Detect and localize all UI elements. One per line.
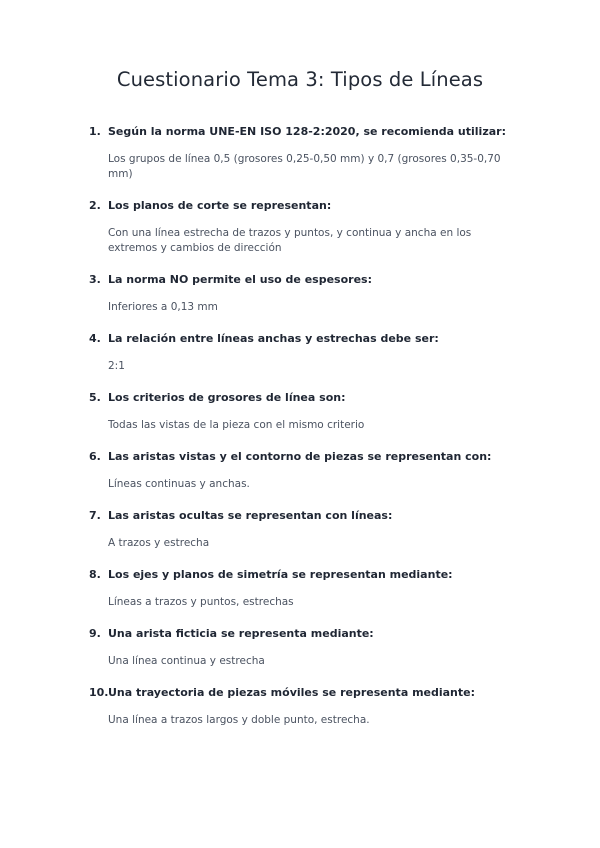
question-item-9 bbox=[0, 626, 600, 669]
question-item-3 bbox=[0, 272, 600, 315]
question-item-10 bbox=[0, 685, 600, 728]
answer-text: Una línea a trazos largos y doble punto, estrecha. bbox=[108, 714, 370, 726]
answer-text: Los grupos de línea 0,5 (grosores 0,25-0,50 mm) y 0,7 (grosores 0,35-0,70 mm) bbox=[108, 153, 501, 180]
question-item-8 bbox=[0, 567, 600, 610]
question-text: Los ejes y planos de simetría se representan mediante: bbox=[108, 568, 453, 581]
answer-text: Todas las vistas de la pieza con el mismo criterio bbox=[108, 419, 365, 431]
question-text: Las aristas vistas y el contorno de piezas se representan con: bbox=[108, 450, 492, 463]
question-text: Una trayectoria de piezas móviles se representa mediante: bbox=[108, 686, 476, 699]
question-number: 4. bbox=[89, 332, 101, 345]
question-text: Según la norma UNE-EN ISO 128-2:2020, se recomienda utilizar: bbox=[108, 125, 506, 138]
question-number: 10. bbox=[89, 686, 109, 699]
question-item-4 bbox=[0, 331, 600, 374]
answer-text: 2:1 bbox=[108, 360, 125, 372]
answer-text: Líneas a trazos y puntos, estrechas bbox=[108, 596, 294, 608]
question-text: La relación entre líneas anchas y estrechas debe ser: bbox=[108, 332, 439, 345]
question-list bbox=[0, 124, 600, 744]
question-item-2 bbox=[0, 198, 600, 256]
question-number: 2. bbox=[89, 199, 101, 212]
answer-text: Inferiores a 0,13 mm bbox=[108, 301, 218, 313]
question-item-1 bbox=[0, 124, 600, 182]
question-number: 6. bbox=[89, 450, 101, 463]
question-text: La norma NO permite el uso de espesores: bbox=[108, 273, 372, 286]
question-number: 8. bbox=[89, 568, 101, 581]
question-text: Una arista ficticia se representa mediante: bbox=[108, 627, 374, 640]
question-text: Las aristas ocultas se representan con líneas: bbox=[108, 509, 393, 522]
question-item-5 bbox=[0, 390, 600, 433]
question-item-6 bbox=[0, 449, 600, 492]
page-title: Cuestionario Tema 3: Tipos de Líneas bbox=[116, 68, 484, 91]
answer-text: Una línea continua y estrecha bbox=[108, 655, 265, 667]
question-text: Los planos de corte se representan: bbox=[108, 199, 332, 212]
answer-text: A trazos y estrecha bbox=[108, 537, 210, 549]
question-number: 5. bbox=[89, 391, 101, 404]
answer-text: Líneas continuas y anchas. bbox=[108, 478, 250, 490]
question-number: 7. bbox=[89, 509, 101, 522]
question-number: 9. bbox=[89, 627, 101, 640]
answer-text: Con una línea estrecha de trazos y puntos, y continua y ancha en los extremos y cambios de dirección bbox=[108, 227, 472, 254]
question-text: Los criterios de grosores de línea son: bbox=[108, 391, 346, 404]
question-item-7 bbox=[0, 508, 600, 551]
question-number: 3. bbox=[89, 273, 101, 286]
question-number: 1. bbox=[89, 125, 101, 138]
